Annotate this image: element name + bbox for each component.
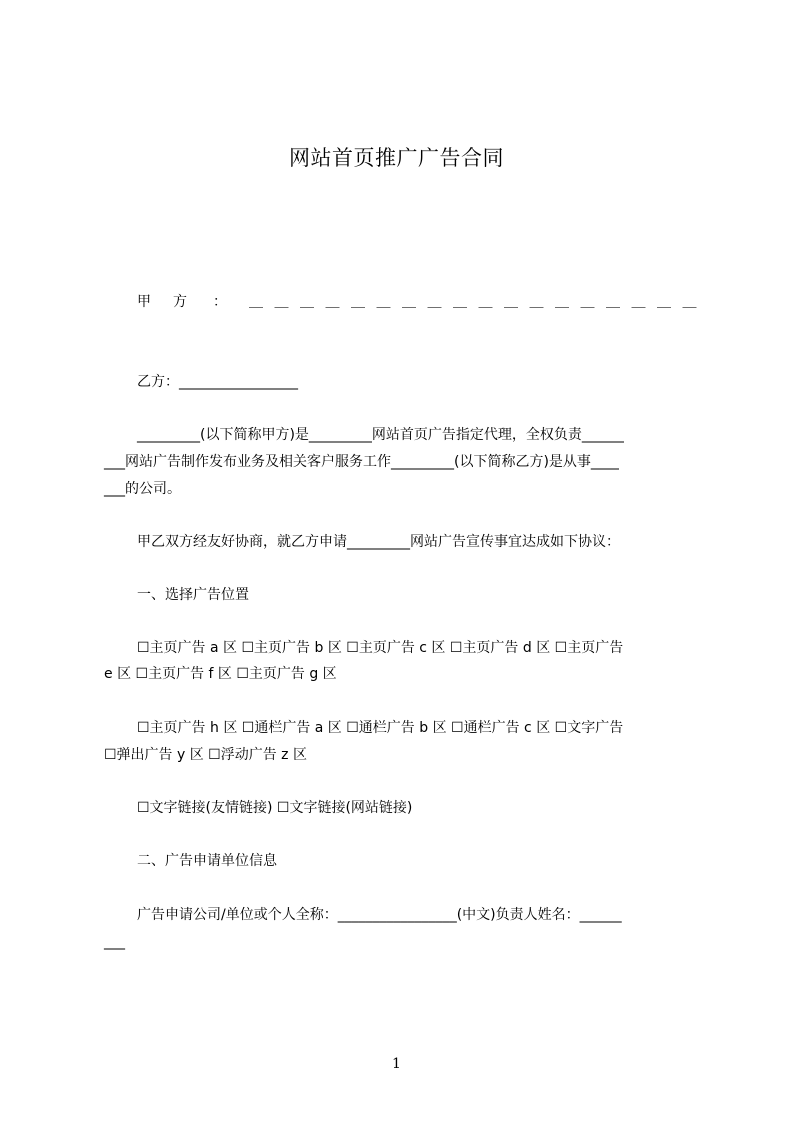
party-b-line: 乙方：_________________ (137, 374, 298, 390)
party-a-label: 甲方 (137, 294, 209, 310)
agreement-paragraph: 甲乙双方经友好协商，就乙方申请_________网站广告宣传事宜达成如下协议： (137, 534, 620, 550)
section-1-heading: 一、选择广告位置 (137, 587, 249, 603)
intro-paragraph-line-3: ___的公司。 (104, 481, 181, 497)
page-number: 1 (392, 1056, 401, 1072)
ad-positions-group-2-line-1: ☐主页广告 h 区 ☐通栏广告 a 区 ☐通栏广告 b 区 ☐通栏广告 c 区 ☐文字广告 (137, 720, 624, 736)
applicant-info-line-1: 广告申请公司/单位或个人全称：_________________(中文)负责人姓名：______ (137, 907, 622, 923)
section-2-heading: 二、广告申请单位信息 (137, 853, 277, 869)
ad-positions-group-1-line-1: ☐主页广告 a 区 ☐主页广告 b 区 ☐主页广告 c 区 ☐主页广告 d 区 ☐主页广告 (137, 640, 624, 656)
intro-paragraph-line-1: _________(以下简称甲方)是_________网站首页广告指定代理，全权负责______ (137, 427, 624, 443)
applicant-info-line-2: ___ (104, 934, 125, 950)
contract-title: 网站首页推广广告合同 (289, 146, 504, 170)
ad-positions-group-3: ☐文字链接(友情链接) ☐文字链接(网站链接) (137, 800, 413, 816)
party-a-line (137, 292, 708, 312)
ad-positions-group-1-line-2: e 区 ☐主页广告 f 区 ☐主页广告 g 区 (104, 666, 337, 682)
party-a-blank: ＿＿＿＿＿＿＿＿＿＿＿＿＿＿＿＿＿＿ (249, 294, 708, 310)
party-a-colon: ： (213, 294, 227, 310)
intro-paragraph-line-2: ___网站广告制作发布业务及相关客户服务工作_________(以下简称乙方)是从事____ (104, 454, 619, 470)
ad-positions-group-2-line-2: ☐弹出广告 y 区 ☐浮动广告 z 区 (104, 747, 307, 763)
